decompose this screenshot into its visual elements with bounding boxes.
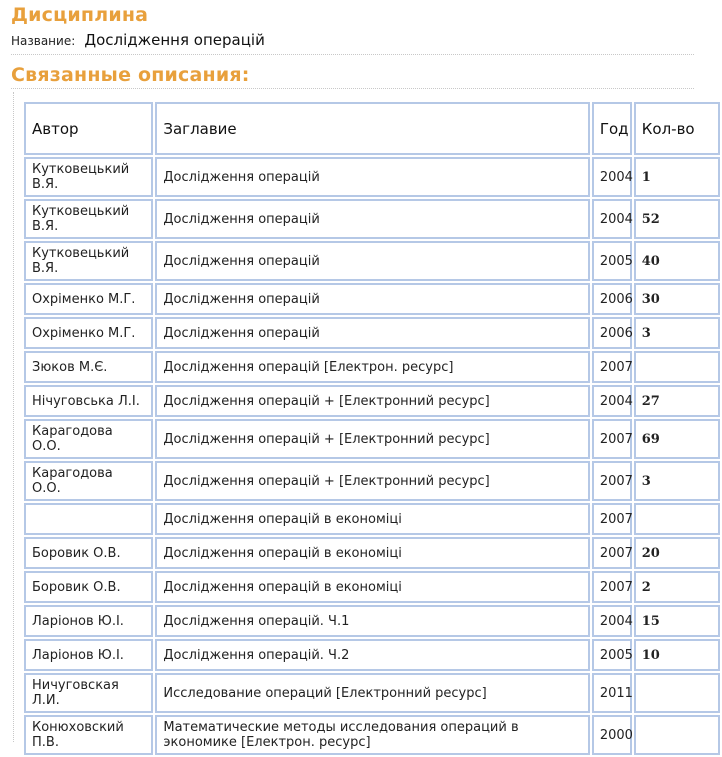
title-cell: Математические методы исследования операций в экономике [Електрон. ресурс] [155, 715, 589, 755]
year-cell: 2007 [592, 571, 632, 603]
year-cell: 2007 [592, 419, 632, 459]
title-cell: Дослідження операцій [155, 317, 589, 349]
year-cell: 2007 [592, 537, 632, 569]
year-cell: 2005 [592, 639, 632, 671]
column-header-qty: Кол-во [634, 102, 720, 155]
year-cell: 2004 [592, 157, 632, 197]
quantity-cell: 3 [634, 317, 720, 349]
table-row [24, 199, 720, 239]
table-row [24, 461, 720, 501]
author-cell: Конюховский П.В. [24, 715, 153, 755]
quantity-cell: 27 [634, 385, 720, 417]
year-cell: 2006 [592, 283, 632, 315]
table-row [24, 283, 720, 315]
author-cell: Кутковецький В.Я. [24, 157, 153, 197]
quantity-cell: 2 [634, 571, 720, 603]
title-cell: Дослідження операцій [Електрон. ресурс] [155, 351, 589, 383]
author-cell: Зюков М.Є. [24, 351, 153, 383]
quantity-cell: 40 [634, 241, 720, 281]
author-cell: Охріменко М.Г. [24, 317, 153, 349]
title-cell: Дослідження операцій [155, 241, 589, 281]
author-cell [24, 503, 153, 535]
quantity-cell: 1 [634, 157, 720, 197]
year-cell: 2005 [592, 241, 632, 281]
table-row [24, 241, 720, 281]
title-cell: Дослідження операцій + [Електронний ресурс] [155, 461, 589, 501]
year-cell: 2006 [592, 317, 632, 349]
table-row [24, 605, 720, 637]
discipline-name-label: Название: [11, 34, 76, 48]
year-cell: 2004 [592, 199, 632, 239]
author-cell: Ларіонов Ю.І. [24, 605, 153, 637]
table-row [24, 351, 720, 383]
year-cell: 2007 [592, 503, 632, 535]
table-row [24, 673, 720, 713]
table-row [24, 385, 720, 417]
table-row [24, 503, 720, 535]
year-cell: 2004 [592, 605, 632, 637]
column-header-title: Заглавие [155, 102, 589, 155]
quantity-cell [634, 715, 720, 755]
title-cell: Дослідження операцій [155, 283, 589, 315]
table-row [24, 639, 720, 671]
title-cell: Дослідження операцій + [Електронний ресурс] [155, 385, 589, 417]
title-cell: Дослідження операцій в економіці [155, 503, 589, 535]
quantity-cell: 52 [634, 199, 720, 239]
table-row [24, 419, 720, 459]
quantity-cell [634, 351, 720, 383]
quantity-cell [634, 503, 720, 535]
quantity-cell [634, 673, 720, 713]
title-cell: Дослідження операцій [155, 157, 589, 197]
discipline-name-value: Дослідження операцій [84, 31, 265, 49]
title-cell: Дослідження операцій в економіці [155, 537, 589, 569]
table-row [24, 157, 720, 197]
title-cell: Дослідження операцій. Ч.2 [155, 639, 589, 671]
year-cell: 2000 [592, 715, 632, 755]
year-cell: 2011 [592, 673, 632, 713]
table-row [24, 715, 720, 755]
quantity-cell: 3 [634, 461, 720, 501]
table-row [24, 317, 720, 349]
column-header-author: Автор [24, 102, 153, 155]
title-cell: Дослідження операцій + [Електронний ресурс] [155, 419, 589, 459]
discipline-heading: Дисциплина [11, 4, 149, 26]
author-cell: Ничуговская Л.И. [24, 673, 153, 713]
title-cell: Исследование операций [Електронний ресурс] [155, 673, 589, 713]
table-row [24, 537, 720, 569]
table-body [24, 157, 720, 755]
discipline-name-row [11, 30, 694, 55]
title-cell: Дослідження операцій [155, 199, 589, 239]
author-cell: Охріменко М.Г. [24, 283, 153, 315]
author-cell: Карагодова О.О. [24, 461, 153, 501]
column-header-year: Год [592, 102, 632, 155]
quantity-cell: 15 [634, 605, 720, 637]
related-descriptions-heading: Связанные описания: [11, 64, 250, 86]
table-row [24, 571, 720, 603]
title-cell: Дослідження операцій в економіці [155, 571, 589, 603]
author-cell: Кутковецький В.Я. [24, 199, 153, 239]
heading-divider [11, 88, 694, 89]
title-cell: Дослідження операцій. Ч.1 [155, 605, 589, 637]
quantity-cell: 10 [634, 639, 720, 671]
quantity-cell: 30 [634, 283, 720, 315]
author-cell: Карагодова О.О. [24, 419, 153, 459]
author-cell: Нічуговська Л.І. [24, 385, 153, 417]
year-cell: 2007 [592, 461, 632, 501]
author-cell: Кутковецький В.Я. [24, 241, 153, 281]
quantity-cell: 69 [634, 419, 720, 459]
author-cell: Боровик О.В. [24, 571, 153, 603]
author-cell: Боровик О.В. [24, 537, 153, 569]
quantity-cell: 20 [634, 537, 720, 569]
related-descriptions-table [22, 100, 722, 757]
author-cell: Ларіонов Ю.І. [24, 639, 153, 671]
year-cell: 2004 [592, 385, 632, 417]
table-header-row [24, 102, 720, 155]
year-cell: 2007 [592, 351, 632, 383]
